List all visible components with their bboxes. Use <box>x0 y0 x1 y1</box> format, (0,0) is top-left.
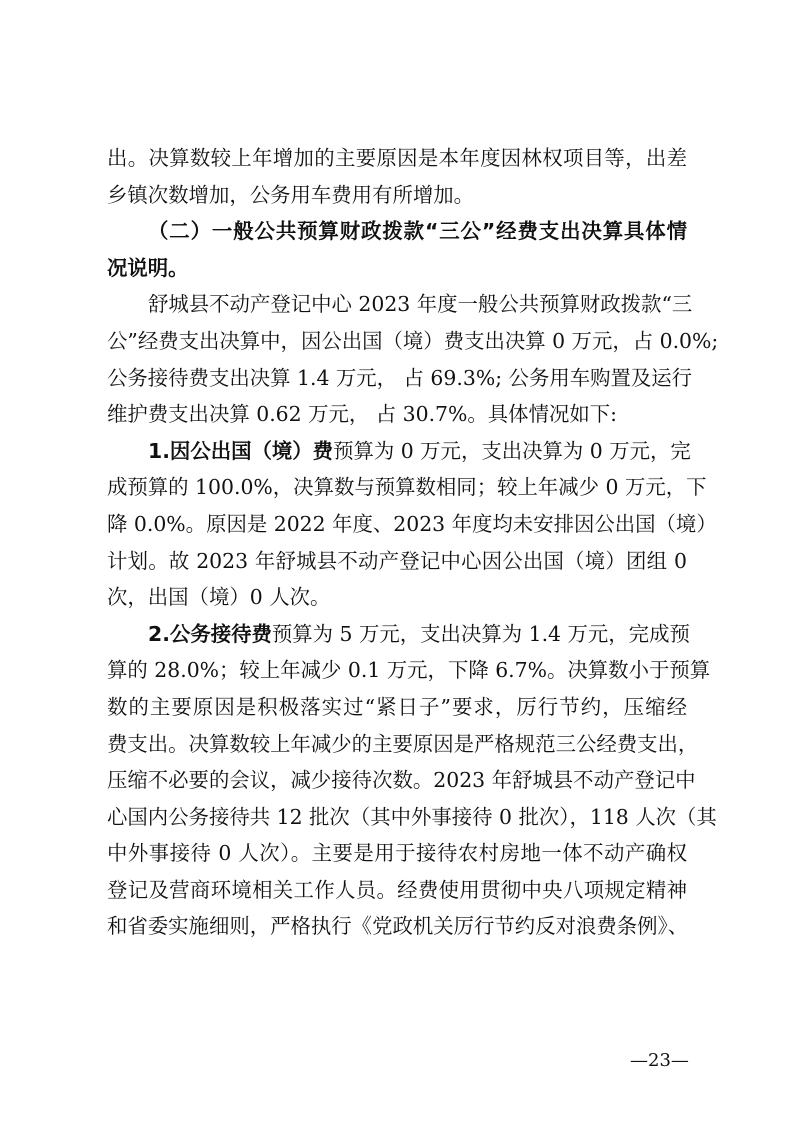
text-line: 乡镇次数增加，公务用车费用有所增加。 <box>107 182 475 207</box>
item-text: 预算为 0 万元，支出决算为 0 万元，完 <box>333 438 691 463</box>
text-line: 公务接待费支出决算 1.4 万元， 占 69.3%; 公务用车购置及运行 <box>107 365 693 390</box>
text-line: 舒城县不动产登记中心 2023 年度一般公共预算财政拨款“三 <box>148 292 693 317</box>
text-line: 出。决算数较上年增加的主要原因是本年度因林权项目等，出差 <box>107 146 687 170</box>
text-line: 压缩不必要的会议，减少接待次数。2023 年舒城县不动产登记中 <box>107 768 696 793</box>
text-line: 和省委实施细则，严格执行《党政机关厉行节约反对浪费条例》、 <box>107 914 689 939</box>
text-line: 算的 28.0%；较上年减少 0.1 万元，下降 6.7%。决算数小于预算 <box>107 658 711 683</box>
item-label: 1.因公出国（境）费 <box>148 438 334 463</box>
item-label: 2.公务接待费 <box>148 621 272 646</box>
text-line: 心国内公务接待共 12 批次（其中外事接待 0 批次），118 人次（其 <box>107 804 717 829</box>
text-line: 登记及营商环境相关工作人员。经费使用贯彻中央八项规定精神 <box>107 877 687 902</box>
text-line <box>107 433 691 470</box>
document-body <box>107 140 719 945</box>
text-line: 成预算的 100.0%，决算数与预算数相同；较上年减少 0 万元，下 <box>107 475 707 500</box>
item-text: 预算为 5 万元，支出决算为 1.4 万元，完成预 <box>271 621 690 646</box>
text-line: 公”经费支出决算中，因公出国（境）费支出决算 0 万元，占 0.0%; <box>107 328 719 353</box>
text-line <box>107 616 690 653</box>
text-line: 费支出。决算数较上年减少的主要原因是严格规范三公经费支出， <box>107 731 699 756</box>
text-line: 中外事接待 0 人次）。主要是用于接待农村房地一体不动产确权 <box>107 841 687 866</box>
text-line: 次，出国（境）0 人次。 <box>107 585 331 610</box>
section-heading: 况说明。 <box>107 255 189 280</box>
page-number: —23— <box>630 1050 689 1071</box>
text-line: 维护费支出决算 0.62 万元， 占 30.7%。具体情况如下: <box>107 402 618 427</box>
text-line: 降 0.0%。原因是 2022 年度、2023 年度均未安排因公出国（境） <box>107 511 717 536</box>
text-line: 数的主要原因是积极落实过“紧日子”要求，厉行节约，压缩经 <box>107 694 687 719</box>
text-line: 计划。故 2023 年舒城县不动产登记中心因公出国（境）团组 0 <box>107 548 687 573</box>
section-heading: （二）一般公共预算财政拨款“三公”经费支出决算具体情 <box>148 219 687 244</box>
